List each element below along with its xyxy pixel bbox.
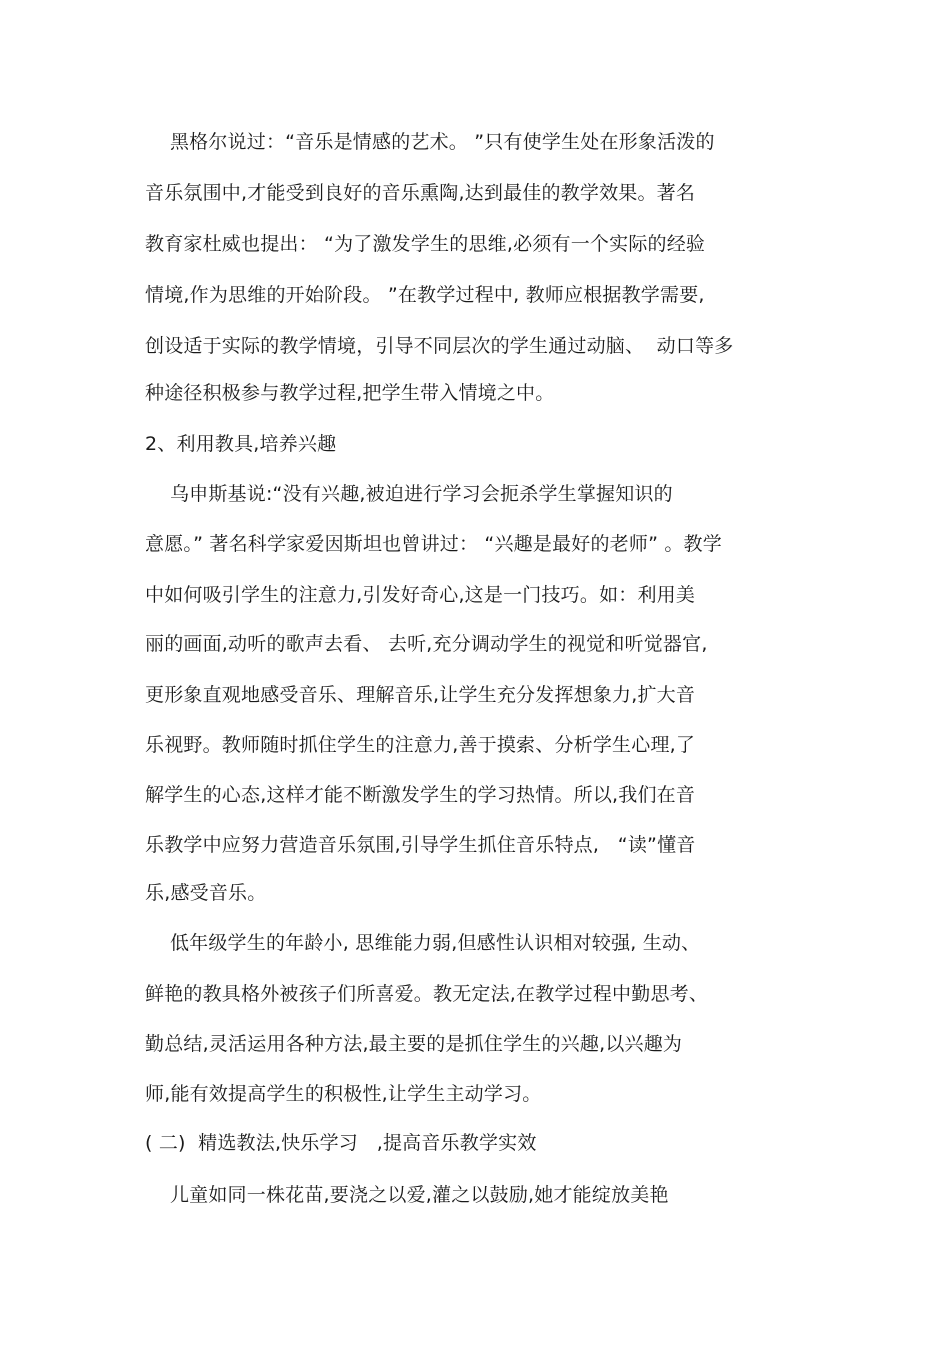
paragraph-line: 中如何吸引学生的注意力,引发好奇心,这是一门技巧。如：利用美 <box>145 584 696 606</box>
paragraph-line: 意愿。” 著名科学家爱因斯坦也曾讲过： “兴趣是最好的老师” 。教学 <box>145 533 722 555</box>
paragraph-line: 乐,感受音乐。 <box>145 882 267 904</box>
paragraph-line: 儿童如同一株花苗,要浇之以爱,灌之以鼓励,她才能绽放美艳 <box>145 1184 669 1206</box>
paragraph-line: 勤总结,灵活运用各种方法,最主要的是抓住学生的兴趣,以兴趣为 <box>145 1033 683 1055</box>
paragraph-line: 低年级学生的年龄小, 思维能力弱,但感性认识相对较强, 生动、 <box>145 932 701 954</box>
section-heading: ( 二) 精选教法,快乐学习 ,提高音乐教学实效 <box>145 1132 537 1154</box>
paragraph-line: 教育家杜威也提出： “为了激发学生的思维,必须有一个实际的经验 <box>145 233 706 255</box>
paragraph-line: 鲜艳的教具格外被孩子们所喜爱。教无定法,在教学过程中勤思考、 <box>145 983 709 1005</box>
paragraph-line: 乌申斯基说:“没有兴趣,被迫进行学习会扼杀学生掌握知识的 <box>145 483 673 505</box>
paragraph-line: 丽的画面,动听的歌声去看、 去听,充分调动学生的视觉和听觉器官, <box>145 633 708 655</box>
section-heading: 2、利用教具,培养兴趣 <box>145 433 337 455</box>
paragraph-line: 乐教学中应努力营造音乐氛围,引导学生抓住音乐特点, “读”懂音 <box>145 834 696 856</box>
paragraph-line: 音乐氛围中,才能受到良好的音乐熏陶,达到最佳的教学效果。著名 <box>145 182 696 204</box>
paragraph-line: 乐视野。教师随时抓住学生的注意力,善于摸索、分析学生心理,了 <box>145 734 696 756</box>
paragraph-line: 黑格尔说过：“音乐是情感的艺术。 ”只有使学生处在形象活泼的 <box>145 131 715 153</box>
paragraph-line: 更形象直观地感受音乐、理解音乐,让学生充分发挥想象力,扩大音 <box>145 684 696 706</box>
paragraph-line: 创设适于实际的教学情境，引导不同层次的学生通过动脑、 动口等多 <box>145 335 734 357</box>
paragraph-line: 师,能有效提高学生的积极性,让学生主动学习。 <box>145 1083 542 1105</box>
paragraph-line: 情境,作为思维的开始阶段。 ”在教学过程中, 教师应根据教学需要, <box>145 284 705 306</box>
paragraph-line: 解学生的心态,这样才能不断激发学生的学习热情。所以,我们在音 <box>145 784 696 806</box>
paragraph-line: 种途径积极参与教学过程,把学生带入情境之中。 <box>145 382 555 404</box>
